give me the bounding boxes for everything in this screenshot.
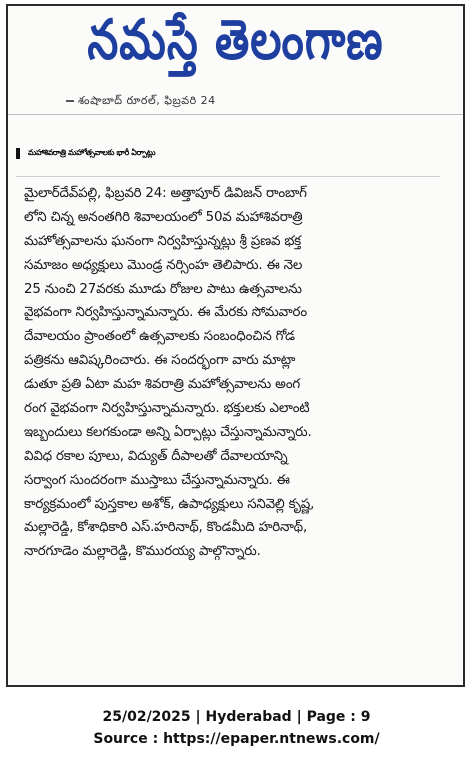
- article-line: నారగూడెం మల్లారెడ్డి, కొమురయ్య పాల్గొన్నారు.: [24, 544, 261, 560]
- headline-block: [16, 148, 450, 159]
- article-line: లోని చిన్న అనంతగిరి శివాలయంలో 50వ మహాశివరాత్రి: [24, 209, 303, 225]
- article-line: వైభవంగా నిర్వహిస్తున్నామన్నారు. ఈ మేరకు సోమవారం: [24, 305, 307, 321]
- article-line: పత్రికను ఆవిష్కరించారు. ఈ సందర్భంగా వారు మాట్లా: [24, 353, 296, 369]
- article-line: డుతూ ప్రతి ఏటా మహ శివరాత్రి మహోత్సవాలను అంగ: [24, 377, 301, 393]
- footer-info: 25/02/2025 | Hyderabad | Page : 9: [102, 709, 371, 725]
- article-line: 25 నుంచి 27వరకు మూడు రోజుల పాటు ఉత్సవాలను: [24, 281, 302, 297]
- footer-source: Source : https://epaper.ntnews.com/: [93, 731, 380, 747]
- article-line: సమాజం అధ్యక్షులు మొండ్ర నర్సింహ తెలిపారు. ఈ నెల: [24, 257, 303, 273]
- article-line: దేవాలయం ప్రాంతంలో ఉత్సవాలకు సంబంధించిన గోడ: [24, 329, 295, 345]
- article-line: మల్లారెడ్డి, కోశాధికారి ఎస్.హరినాథ్, కొండమీది హరినాథ్,: [24, 520, 307, 536]
- article-body: [24, 182, 442, 564]
- article-line: వివిధ రకాల పూలు, విద్యుత్ దీపాలతో దేవాలయాన్ని: [24, 448, 288, 464]
- article-line: కార్యక్రమంలో పుస్తకాల అశోక్, ఉపాధ్యక్షులు సనివెల్లి కృష్ణ,: [24, 496, 315, 512]
- article-line: సర్వాంగ సుందరంగా ముస్తాబు చేస్తున్నామన్నారు. ఈ: [24, 472, 290, 488]
- footer: [0, 706, 473, 750]
- masthead: [8, 6, 463, 88]
- article-line: ఇబ్బందులు కలగకుండా అన్ని ఏర్పాట్లు చేస్తున్నామన్నారు.: [24, 424, 312, 440]
- article-line: రంగ వైభవంగా నిర్వహిస్తున్నామన్నారు. భక్తులకు ఎలాంటి: [24, 401, 310, 417]
- article-line: మైలార్‌దేవ్‌పల్లి, ఫిబ్రవరి 24: అత్తాపూర్ డివిజన్ రాంబాగ్: [24, 186, 307, 201]
- dateline: శంషాబాద్ రూరల్, ఫిబ్రవరి 24: [78, 94, 216, 110]
- article-line: మహోత్సవాలను ఘనంగా నిర్వహిస్తున్నట్లు శ్రీ ప్రణవ భక్త: [24, 233, 301, 249]
- masthead-title: నమస్తే తెలంగాణ: [87, 8, 384, 72]
- divider: [8, 114, 463, 115]
- article-headline: మహాశివరాత్రి మహోత్సవాలకు భారీ ఏర్పాట్లు: [28, 148, 156, 157]
- divider: [16, 176, 440, 177]
